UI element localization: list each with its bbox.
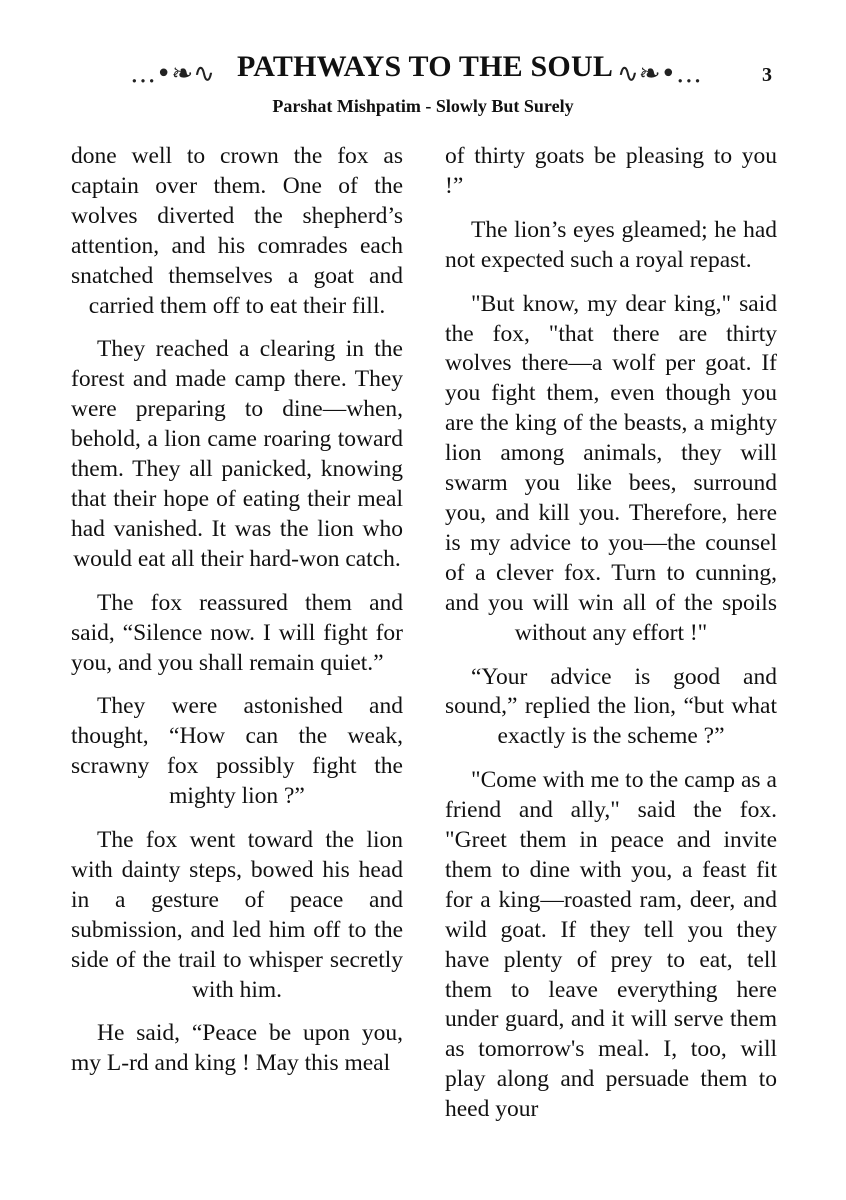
right-ornament-icon: ∿❧•… (617, 59, 702, 89)
paragraph: The lion’s eyes gleamed; he had not expected such a royal repast. (445, 216, 777, 273)
paragraph: “Your advice is good and sound,” replied the lion, “but what exactly is the scheme ?” (445, 663, 777, 750)
page-number: 3 (762, 64, 772, 86)
paragraph: The fox reassured them and said, “Silence now. I will fight for you, and you shall remain quiet.” (71, 589, 403, 676)
paragraph: "Come with me to the camp as a friend and ally," said the fox. "Greet them in peace and invite them to dine with you, a feast fit for a king—roasted ram, deer, and wild goat. If they tell you they have plenty of prey to eat, tell them to leave everything here under guard, and it will serve them as tomorrow's meal. I, too, will play along and persuade them to heed your (445, 767, 777, 1123)
chapter-subtitle: Parshat Mishpatim - Slowly But Surely (272, 96, 574, 116)
paragraph: They reached a clearing in the forest and made camp there. They were preparing to dine—when, behold, a lion came roaring toward them. They all panicked, knowing that their hope of eating their meal had vanished. It was the lion who would eat all their hard-won catch. (71, 336, 403, 572)
left-text-column (71, 142, 403, 1093)
paragraph: The fox went toward the lion with dainty steps, bowed his head in a gesture of peace and submission, and led him off to the side of the trail to whisper secretly with him. (71, 827, 403, 1003)
page-header (0, 50, 846, 116)
paragraph: done well to crown the fox as captain over them. One of the wolves diverted the shepherd’s attention, and his comrades each snatched themselves a goat and carried them off to eat their fill. (71, 143, 403, 319)
paragraph: of thirty goats be pleasing to you !” (445, 143, 777, 199)
left-ornament-icon: …•❧∿ (130, 59, 215, 89)
header-title-row (0, 50, 846, 90)
paragraph: He said, “Peace be upon you, my L-rd and king ! May this meal (71, 1020, 403, 1077)
paragraph: They were astonished and thought, “How can the weak, scrawny fox possibly fight the mighty lion ?” (71, 693, 403, 810)
right-text-column (445, 142, 777, 1139)
book-title: PATHWAYS TO THE SOUL (236, 50, 614, 83)
paragraph: "But know, my dear king," said the fox, "that there are thirty wolves there—a wolf per goat. If you fight them, even though you are the king of the beasts, a mighty lion among animals, they will swarm you like bees, surround you, and kill you. Therefore, here is my advice to you—the counsel of a clever fox. Turn to cunning, and you will win all of the spoils without any effort !" (445, 290, 777, 646)
